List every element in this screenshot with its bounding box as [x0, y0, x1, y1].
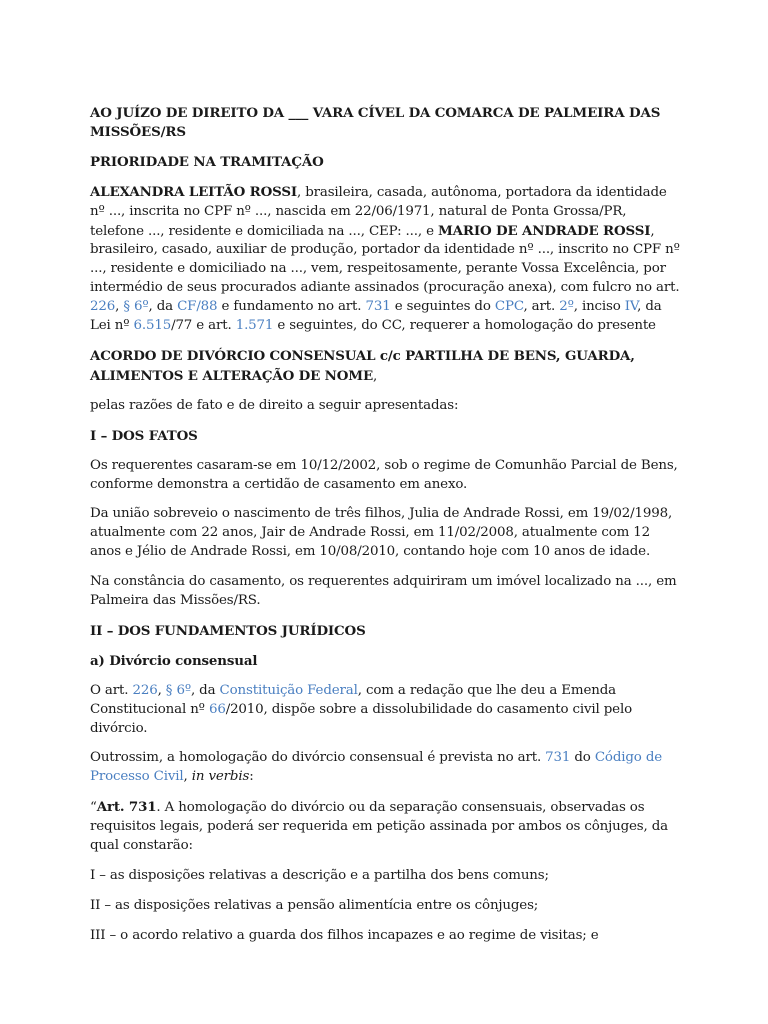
- link-paragraph-6[interactable]: § 6º: [123, 299, 149, 315]
- legal-subheading: a) Divórcio consensual: [90, 652, 258, 669]
- parties-paragraph: ALEXANDRA LEITÃO ROSSI, brasileira, casada, autônoma, portadora da identidade nº ..., inscrita no CPF nº ..., nascida em 22/06/1971, natural de Ponta Grossa/PR, telefone ..., residente e domiciliada na ..., CEP: ..., e MARIO DE ANDRADE ROSSI, brasileiro, casado, auxiliar de produção, portador da identidade nº ..., inscrito no CPF nº ..., residente e domiciliado na ..., vem, respeitosamente, perante Vossa Excelência, por intermédio de seus procurados adiante assinados (procuração anexa), com fulcro no art. 226, § 6º, da CF/88 e fundamento no art. 731 e seguintes do CPC, art. 2º, inciso IV, da Lei nº 6.515/77 e art. 1.571 e seguintes, do CC, requerer a homologação do presente: [90, 183, 680, 334]
- quote-item-3: III – o acordo relativo a guarda dos filhos incapazes e ao regime de visitas; e: [90, 927, 599, 943]
- link-art-731[interactable]: 731: [365, 299, 391, 315]
- in-verbis: in verbis: [191, 769, 250, 785]
- facts-heading: I – DOS FATOS: [90, 427, 198, 444]
- agreement-title: ACORDO DE DIVÓRCIO CONSENSUAL c/c PARTILHA DE BENS, GUARDA, ALIMENTOS E ALTERAÇÃO DE NOME: [90, 347, 635, 384]
- facts-paragraph-2: Da união sobreveio o nascimento de três filhos, Julia de Andrade Rossi, em 19/02/1998, atualmente com 22 anos, Jair de Andrade Rossi, em 11/02/2008, atualmente com 12 anos e Jélio de Andrade Rossi, em 10/08/2010, contando hoje com 10 anos de idade.: [90, 506, 673, 560]
- link-cpc[interactable]: CPC: [494, 299, 524, 315]
- legal-heading: II – DOS FUNDAMENTOS JURÍDICOS: [90, 622, 366, 639]
- quote-item-1: I – as disposições relativas a descrição e a partilha dos bens comuns;: [90, 868, 549, 883]
- link-paragraph-6[interactable]: § 6º: [165, 682, 191, 698]
- link-art-226[interactable]: 226: [90, 299, 116, 315]
- link-art-2[interactable]: 2º: [559, 299, 574, 315]
- quote-paragraph: “Art. 731. A homologação do divórcio ou da separação consensuais, observadas os requisitos legais, poderá ser requerida em petição assinada por ambos os cônjuges, da qual constarão:: [90, 799, 668, 854]
- facts-paragraph-3: Na constância do casamento, os requerentes adquiriram um imóvel localizado na ..., em Palmeira das Missões/RS.: [90, 574, 677, 609]
- link-codigo-processo-civil[interactable]: Código de Processo Civil: [90, 750, 663, 785]
- legal-paragraph-2: Outrossim, a homologação do divórcio consensual é prevista no art. 731 do Código de Processo Civil, in verbis:: [90, 750, 663, 785]
- facts-paragraph-1: Os requerentes casaram-se em 10/12/2002, sob o regime de Comunhão Parcial de Bens, conforme demonstra a certidão de casamento em anexo.: [90, 457, 678, 492]
- link-inciso-iv[interactable]: IV: [624, 299, 638, 315]
- quote-item-2: II – as disposições relativas a pensão alimentícia entre os cônjuges;: [90, 897, 539, 913]
- link-cf-88[interactable]: CF/88: [177, 299, 218, 315]
- legal-paragraph-1: O art. 226, § 6º, da Constituição Federal, com a redação que lhe deu a Emenda Constitucional nº 66/2010, dispõe sobre a dissolubilidade do casamento civil pelo divórcio.: [90, 682, 633, 736]
- agreement-title-paragraph: ACORDO DE DIVÓRCIO CONSENSUAL c/c PARTILHA DE BENS, GUARDA, ALIMENTOS E ALTERAÇÃO DE NOME,: [90, 347, 635, 384]
- agreement-intro: pelas razões de fato e de direito a seguir apresentadas:: [90, 397, 459, 413]
- link-constituicao-federal[interactable]: Constituição Federal: [219, 682, 358, 698]
- party-1-name: ALEXANDRA LEITÃO ROSSI: [90, 183, 297, 200]
- quote-article: Art. 731: [96, 799, 157, 816]
- link-art-226[interactable]: 226: [132, 682, 158, 698]
- link-art-731[interactable]: 731: [545, 750, 571, 766]
- link-lei-6515[interactable]: 6.515: [133, 318, 172, 334]
- link-ec-66[interactable]: 66: [208, 701, 226, 717]
- priority-heading: PRIORIDADE NA TRAMITAÇÃO: [90, 153, 324, 170]
- party-2-name: MARIO DE ANDRADE ROSSI: [437, 222, 651, 239]
- court-heading: AO JUÍZO DE DIREITO DA ___ VARA CÍVEL DA COMARCA DE PALMEIRA DAS MISSÕES/RS: [90, 105, 661, 140]
- link-art-1571[interactable]: 1.571: [235, 318, 274, 334]
